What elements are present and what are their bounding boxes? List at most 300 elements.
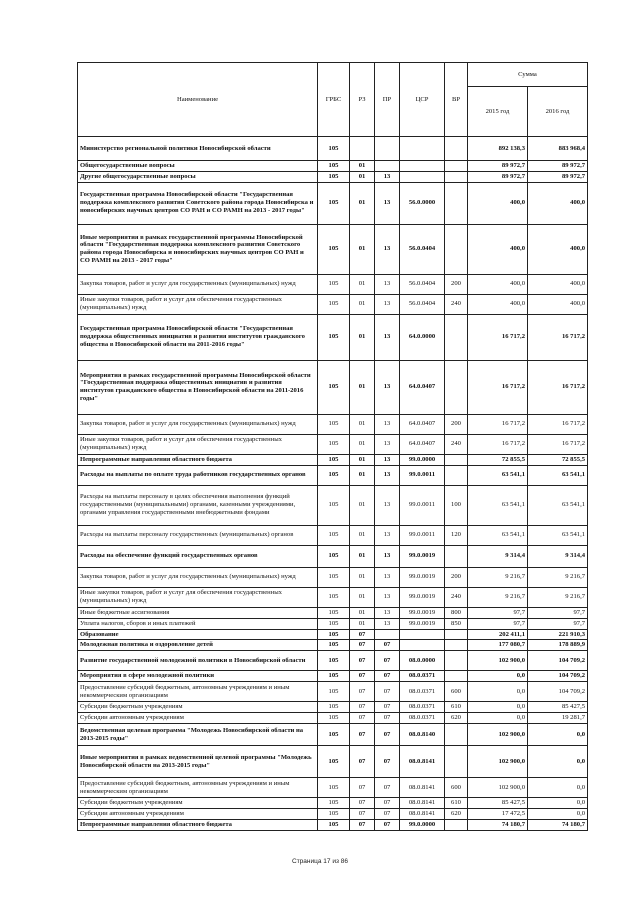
cell-csr: 99.0.0011: [400, 485, 445, 525]
cell-rz: 01: [350, 454, 375, 465]
cell-sum-2016: 16 717,2: [528, 414, 588, 434]
cell-pr: 13: [375, 434, 400, 454]
cell-name: Расходы на выплаты по оплате труда работников государственных органов: [78, 465, 318, 485]
cell-rz: [350, 137, 375, 161]
table-row: [78, 629, 588, 640]
cell-pr: 07: [375, 819, 400, 830]
cell-name: Иные мероприятия в рамках ведомственной целевой программы "Молодежь Новосибирской области на 2013-2015 годы": [78, 746, 318, 778]
cell-sum-2015: 202 411,1: [468, 629, 528, 640]
cell-name: Общегосударственные вопросы: [78, 161, 318, 172]
cell-sum-2016: 400,0: [528, 274, 588, 294]
table-row: [78, 485, 588, 525]
table-row: [78, 567, 588, 587]
cell-rz: 01: [350, 607, 375, 618]
cell-name: Иные закупки товаров, работ и услуг для обеспечения государственных (муниципальных) нужд: [78, 587, 318, 607]
header-name: Наименование: [78, 63, 318, 137]
cell-sum-2016: 9 216,7: [528, 587, 588, 607]
cell-vr: [445, 629, 468, 640]
cell-pr: 07: [375, 702, 400, 713]
cell-grbs: 105: [318, 819, 350, 830]
cell-sum-2016: 89 972,7: [528, 161, 588, 172]
cell-name: Министерство региональной политики Новосибирской области: [78, 137, 318, 161]
cell-rz: 07: [350, 798, 375, 809]
cell-name: Другие общегосударственные вопросы: [78, 171, 318, 182]
cell-grbs: 105: [318, 746, 350, 778]
cell-name: Субсидии автономным учреждениям: [78, 713, 318, 724]
cell-name: Иные бюджетные ассигнования: [78, 607, 318, 618]
cell-name: Предоставление субсидий бюджетным, автономным учреждениям и иным некоммерческим организациям: [78, 778, 318, 798]
cell-rz: 01: [350, 618, 375, 629]
cell-sum-2015: 102 900,0: [468, 746, 528, 778]
cell-vr: 800: [445, 607, 468, 618]
table-row: [78, 182, 588, 224]
cell-rz: 01: [350, 465, 375, 485]
cell-csr: 64.0.0000: [400, 314, 445, 360]
cell-rz: 07: [350, 808, 375, 819]
cell-sum-2015: 74 180,7: [468, 819, 528, 830]
cell-sum-2015: 400,0: [468, 294, 528, 314]
cell-vr: [445, 465, 468, 485]
cell-csr: 99.0.0019: [400, 587, 445, 607]
cell-vr: 610: [445, 798, 468, 809]
cell-rz: 07: [350, 819, 375, 830]
cell-sum-2016: 97,7: [528, 607, 588, 618]
cell-pr: 13: [375, 465, 400, 485]
cell-csr: 08.0.8141: [400, 746, 445, 778]
cell-sum-2015: 0,0: [468, 713, 528, 724]
cell-sum-2015: 97,7: [468, 618, 528, 629]
table-row: [78, 171, 588, 182]
cell-rz: 01: [350, 161, 375, 172]
cell-name: Расходы на выплаты персоналу в целях обеспечения выполнения функций государственными (муниципальными) органами, казенными учреждениями, органами управления государственными внебюджетными фондами: [78, 485, 318, 525]
cell-pr: 13: [375, 314, 400, 360]
cell-grbs: 105: [318, 454, 350, 465]
cell-sum-2016: 89 972,7: [528, 171, 588, 182]
cell-vr: 200: [445, 274, 468, 294]
cell-pr: [375, 161, 400, 172]
cell-vr: [445, 819, 468, 830]
cell-sum-2015: 16 717,2: [468, 414, 528, 434]
cell-sum-2015: 400,0: [468, 274, 528, 294]
cell-grbs: 105: [318, 702, 350, 713]
cell-sum-2015: 9 216,7: [468, 567, 528, 587]
cell-grbs: 105: [318, 724, 350, 746]
cell-pr: 13: [375, 414, 400, 434]
cell-grbs: 105: [318, 224, 350, 274]
cell-vr: 600: [445, 778, 468, 798]
table-body: [78, 137, 588, 831]
cell-pr: 13: [375, 454, 400, 465]
cell-rz: 01: [350, 414, 375, 434]
table-row: [78, 682, 588, 702]
cell-grbs: 105: [318, 651, 350, 671]
cell-grbs: 105: [318, 434, 350, 454]
cell-rz: 07: [350, 671, 375, 682]
cell-sum-2016: 63 541,1: [528, 525, 588, 545]
table-row: [78, 819, 588, 830]
cell-csr: 56.0.0404: [400, 294, 445, 314]
cell-grbs: 105: [318, 182, 350, 224]
cell-pr: 13: [375, 618, 400, 629]
cell-csr: 99.0.0011: [400, 465, 445, 485]
cell-vr: 240: [445, 434, 468, 454]
cell-grbs: 105: [318, 314, 350, 360]
cell-sum-2016: 63 541,1: [528, 465, 588, 485]
cell-csr: 08.0.8141: [400, 798, 445, 809]
cell-vr: 200: [445, 414, 468, 434]
cell-rz: 01: [350, 525, 375, 545]
cell-sum-2016: 19 281,7: [528, 713, 588, 724]
cell-pr: 07: [375, 682, 400, 702]
header-rz: РЗ: [350, 63, 375, 137]
cell-pr: 07: [375, 651, 400, 671]
cell-pr: 13: [375, 525, 400, 545]
cell-vr: 240: [445, 294, 468, 314]
cell-csr: 99.0.0019: [400, 618, 445, 629]
cell-pr: 07: [375, 778, 400, 798]
cell-sum-2015: 102 900,0: [468, 724, 528, 746]
cell-pr: 13: [375, 294, 400, 314]
cell-pr: [375, 629, 400, 640]
table-row: [78, 137, 588, 161]
table-row: [78, 798, 588, 809]
cell-vr: 620: [445, 808, 468, 819]
cell-name: Мероприятия в рамках государственной программы Новосибирской области "Государственная поддержка общественных инициатив и развития институтов гражданского общества в Новосибирской области на 2011-2016 годы": [78, 360, 318, 414]
cell-rz: 01: [350, 434, 375, 454]
cell-sum-2015: 17 472,5: [468, 808, 528, 819]
table-row: [78, 465, 588, 485]
cell-sum-2016: 74 180,7: [528, 819, 588, 830]
cell-csr: 99.0.0011: [400, 525, 445, 545]
cell-sum-2016: 0,0: [528, 778, 588, 798]
table-row: [78, 294, 588, 314]
table-row: [78, 778, 588, 798]
cell-grbs: 105: [318, 682, 350, 702]
cell-sum-2015: 16 717,2: [468, 360, 528, 414]
table-row: [78, 651, 588, 671]
cell-sum-2016: 0,0: [528, 808, 588, 819]
cell-pr: 13: [375, 587, 400, 607]
cell-pr: 13: [375, 224, 400, 274]
cell-vr: [445, 671, 468, 682]
cell-name: Субсидии бюджетным учреждениям: [78, 798, 318, 809]
cell-sum-2015: 16 717,2: [468, 434, 528, 454]
cell-csr: 08.0.0371: [400, 671, 445, 682]
cell-csr: [400, 137, 445, 161]
cell-pr: 13: [375, 171, 400, 182]
cell-pr: 13: [375, 360, 400, 414]
cell-vr: [445, 360, 468, 414]
header-csr: ЦСР: [400, 63, 445, 137]
cell-rz: 07: [350, 682, 375, 702]
table-row: [78, 545, 588, 567]
cell-vr: [445, 161, 468, 172]
cell-vr: 240: [445, 587, 468, 607]
cell-grbs: 105: [318, 545, 350, 567]
header-sum: Сумма: [468, 63, 588, 87]
cell-csr: 99.0.0019: [400, 545, 445, 567]
cell-sum-2015: 400,0: [468, 224, 528, 274]
cell-sum-2015: 177 080,7: [468, 640, 528, 651]
cell-name: Закупка товаров, работ и услуг для государственных (муниципальных) нужд: [78, 414, 318, 434]
cell-sum-2016: 97,7: [528, 618, 588, 629]
cell-rz: 07: [350, 778, 375, 798]
cell-vr: [445, 746, 468, 778]
cell-sum-2015: 97,7: [468, 607, 528, 618]
cell-name: Государственная программа Новосибирской области "Государственная поддержка общественных инициатив и развития институтов гражданского общества в Новосибирской области на 2011-2016 годы": [78, 314, 318, 360]
cell-grbs: 105: [318, 607, 350, 618]
cell-rz: 01: [350, 567, 375, 587]
cell-grbs: 105: [318, 618, 350, 629]
cell-name: Иные закупки товаров, работ и услуг для обеспечения государственных (муниципальных) нужд: [78, 294, 318, 314]
cell-csr: [400, 161, 445, 172]
cell-sum-2016: 9 216,7: [528, 567, 588, 587]
cell-sum-2015: 9 314,4: [468, 545, 528, 567]
cell-vr: 120: [445, 525, 468, 545]
cell-name: Предоставление субсидий бюджетным, автономным учреждениям и иным некоммерческим организациям: [78, 682, 318, 702]
table-row: [78, 314, 588, 360]
cell-grbs: 105: [318, 485, 350, 525]
cell-sum-2015: 63 541,1: [468, 465, 528, 485]
cell-sum-2016: 883 968,4: [528, 137, 588, 161]
cell-sum-2015: 85 427,5: [468, 798, 528, 809]
cell-name: Государственная программа Новосибирской области "Государственная поддержка комплексного развития Советского района города Новосибирска и новосибирских научных центров СО РАН и СО РАМН на 2013 - 2017 годы": [78, 182, 318, 224]
header-year-2016: 2016 год: [528, 87, 588, 137]
cell-sum-2016: 63 541,1: [528, 485, 588, 525]
table-row: [78, 587, 588, 607]
cell-csr: 08.0.8141: [400, 808, 445, 819]
cell-grbs: 105: [318, 525, 350, 545]
cell-sum-2016: 104 709,2: [528, 651, 588, 671]
cell-rz: 07: [350, 651, 375, 671]
cell-rz: 01: [350, 485, 375, 525]
cell-name: Расходы на выплаты персоналу государственных (муниципальных) органов: [78, 525, 318, 545]
cell-name: Субсидии автономным учреждениям: [78, 808, 318, 819]
cell-vr: [445, 640, 468, 651]
cell-grbs: 105: [318, 808, 350, 819]
cell-rz: 07: [350, 640, 375, 651]
cell-name: Иные закупки товаров, работ и услуг для обеспечения государственных (муниципальных) нужд: [78, 434, 318, 454]
cell-csr: 08.0.8141: [400, 778, 445, 798]
cell-csr: 56.0.0404: [400, 274, 445, 294]
cell-name: Непрограммные направления областного бюджета: [78, 454, 318, 465]
cell-pr: 13: [375, 607, 400, 618]
cell-sum-2016: 9 314,4: [528, 545, 588, 567]
cell-pr: 13: [375, 182, 400, 224]
cell-name: Закупка товаров, работ и услуг для государственных (муниципальных) нужд: [78, 567, 318, 587]
cell-rz: 01: [350, 182, 375, 224]
cell-sum-2015: 72 855,5: [468, 454, 528, 465]
cell-sum-2015: 102 900,0: [468, 778, 528, 798]
cell-csr: 99.0.0000: [400, 819, 445, 830]
table-row: [78, 702, 588, 713]
cell-name: Мероприятия в сфере молодежной политики: [78, 671, 318, 682]
cell-csr: 08.0.0371: [400, 713, 445, 724]
cell-name: Расходы на обеспечение функций государственных органов: [78, 545, 318, 567]
cell-grbs: 105: [318, 629, 350, 640]
cell-name: Образование: [78, 629, 318, 640]
cell-pr: 07: [375, 746, 400, 778]
cell-name: Молодежная политика и оздоровление детей: [78, 640, 318, 651]
cell-rz: 01: [350, 274, 375, 294]
header-year-2015: 2015 год: [468, 87, 528, 137]
cell-grbs: 105: [318, 294, 350, 314]
table-row: [78, 525, 588, 545]
cell-pr: [375, 137, 400, 161]
cell-vr: [445, 224, 468, 274]
cell-grbs: 105: [318, 778, 350, 798]
cell-csr: 64.0.0407: [400, 414, 445, 434]
cell-csr: 64.0.0407: [400, 360, 445, 414]
cell-vr: [445, 182, 468, 224]
cell-pr: 13: [375, 485, 400, 525]
cell-pr: 07: [375, 671, 400, 682]
table-row: [78, 671, 588, 682]
table-row: [78, 713, 588, 724]
cell-rz: 07: [350, 629, 375, 640]
cell-grbs: 105: [318, 465, 350, 485]
cell-csr: 99.0.0019: [400, 607, 445, 618]
table-row: [78, 224, 588, 274]
cell-csr: 99.0.0000: [400, 454, 445, 465]
cell-sum-2016: 221 910,3: [528, 629, 588, 640]
cell-vr: [445, 454, 468, 465]
cell-pr: 13: [375, 274, 400, 294]
cell-pr: 07: [375, 640, 400, 651]
cell-rz: 07: [350, 746, 375, 778]
cell-sum-2016: 16 717,2: [528, 434, 588, 454]
cell-vr: [445, 545, 468, 567]
cell-grbs: 105: [318, 640, 350, 651]
table-row: [78, 746, 588, 778]
cell-sum-2015: 89 972,7: [468, 161, 528, 172]
cell-name: Уплата налогов, сборов и иных платежей: [78, 618, 318, 629]
table-row: [78, 607, 588, 618]
table-row: [78, 808, 588, 819]
cell-rz: 01: [350, 314, 375, 360]
cell-vr: [445, 651, 468, 671]
cell-pr: 07: [375, 713, 400, 724]
cell-name: Субсидии бюджетным учреждениям: [78, 702, 318, 713]
cell-name: Развитие государственной молодежной политики в Новосибирской области: [78, 651, 318, 671]
table-row: [78, 434, 588, 454]
cell-grbs: 105: [318, 713, 350, 724]
cell-rz: 01: [350, 171, 375, 182]
cell-rz: 07: [350, 702, 375, 713]
cell-csr: 08.0.8140: [400, 724, 445, 746]
page-footer: Страница 17 из 86: [292, 858, 348, 865]
cell-grbs: 105: [318, 798, 350, 809]
cell-sum-2015: 400,0: [468, 182, 528, 224]
cell-vr: 610: [445, 702, 468, 713]
cell-csr: 08.0.0000: [400, 651, 445, 671]
cell-csr: 99.0.0019: [400, 567, 445, 587]
cell-name: Закупка товаров, работ и услуг для государственных (муниципальных) нужд: [78, 274, 318, 294]
cell-vr: [445, 137, 468, 161]
cell-sum-2016: 104 709,2: [528, 682, 588, 702]
cell-vr: [445, 314, 468, 360]
cell-csr: 56.0.0404: [400, 224, 445, 274]
cell-vr: 200: [445, 567, 468, 587]
cell-rz: 01: [350, 545, 375, 567]
cell-rz: 07: [350, 724, 375, 746]
table-row: [78, 161, 588, 172]
table-row: [78, 454, 588, 465]
cell-rz: 01: [350, 360, 375, 414]
cell-pr: 07: [375, 798, 400, 809]
cell-grbs: 105: [318, 274, 350, 294]
table-row: [78, 360, 588, 414]
cell-vr: 600: [445, 682, 468, 702]
cell-rz: 01: [350, 224, 375, 274]
table-row: [78, 274, 588, 294]
cell-sum-2015: 0,0: [468, 682, 528, 702]
cell-sum-2016: 400,0: [528, 224, 588, 274]
cell-sum-2016: 104 709,2: [528, 671, 588, 682]
cell-csr: 08.0.0371: [400, 702, 445, 713]
cell-sum-2015: 102 900,0: [468, 651, 528, 671]
cell-sum-2016: 400,0: [528, 294, 588, 314]
cell-name: Непрограммные направления областного бюджета: [78, 819, 318, 830]
table-row: [78, 640, 588, 651]
header-vr: ВР: [445, 63, 468, 137]
cell-pr: 07: [375, 724, 400, 746]
cell-sum-2015: 16 717,2: [468, 314, 528, 360]
budget-table: [77, 62, 588, 831]
cell-pr: 07: [375, 808, 400, 819]
cell-vr: [445, 171, 468, 182]
cell-sum-2016: 0,0: [528, 798, 588, 809]
cell-csr: [400, 629, 445, 640]
cell-rz: 01: [350, 587, 375, 607]
cell-grbs: 105: [318, 671, 350, 682]
cell-sum-2016: 72 855,5: [528, 454, 588, 465]
cell-name: Ведомственная целевая программа "Молодежь Новосибирской области на 2013-2015 годы": [78, 724, 318, 746]
cell-csr: 64.0.0407: [400, 434, 445, 454]
cell-csr: 08.0.0371: [400, 682, 445, 702]
table-row: [78, 618, 588, 629]
cell-rz: 07: [350, 713, 375, 724]
header-pr: ПР: [375, 63, 400, 137]
header-grbs: ГРБС: [318, 63, 350, 137]
cell-rz: 01: [350, 294, 375, 314]
cell-csr: [400, 640, 445, 651]
cell-grbs: 105: [318, 587, 350, 607]
cell-pr: 13: [375, 545, 400, 567]
cell-sum-2016: 400,0: [528, 182, 588, 224]
cell-sum-2015: 89 972,7: [468, 171, 528, 182]
cell-sum-2016: 16 717,2: [528, 314, 588, 360]
cell-grbs: 105: [318, 567, 350, 587]
cell-sum-2015: 63 541,1: [468, 485, 528, 525]
cell-sum-2016: 16 717,2: [528, 360, 588, 414]
cell-grbs: 105: [318, 137, 350, 161]
cell-sum-2016: 85 427,5: [528, 702, 588, 713]
cell-csr: 56.0.0000: [400, 182, 445, 224]
cell-grbs: 105: [318, 171, 350, 182]
cell-csr: [400, 171, 445, 182]
cell-sum-2016: 0,0: [528, 746, 588, 778]
cell-grbs: 105: [318, 161, 350, 172]
cell-sum-2015: 63 541,1: [468, 525, 528, 545]
cell-sum-2016: 0,0: [528, 724, 588, 746]
table-row: [78, 414, 588, 434]
cell-sum-2015: 9 216,7: [468, 587, 528, 607]
table-row: [78, 724, 588, 746]
cell-sum-2016: 178 889,9: [528, 640, 588, 651]
cell-vr: 850: [445, 618, 468, 629]
cell-pr: 13: [375, 567, 400, 587]
